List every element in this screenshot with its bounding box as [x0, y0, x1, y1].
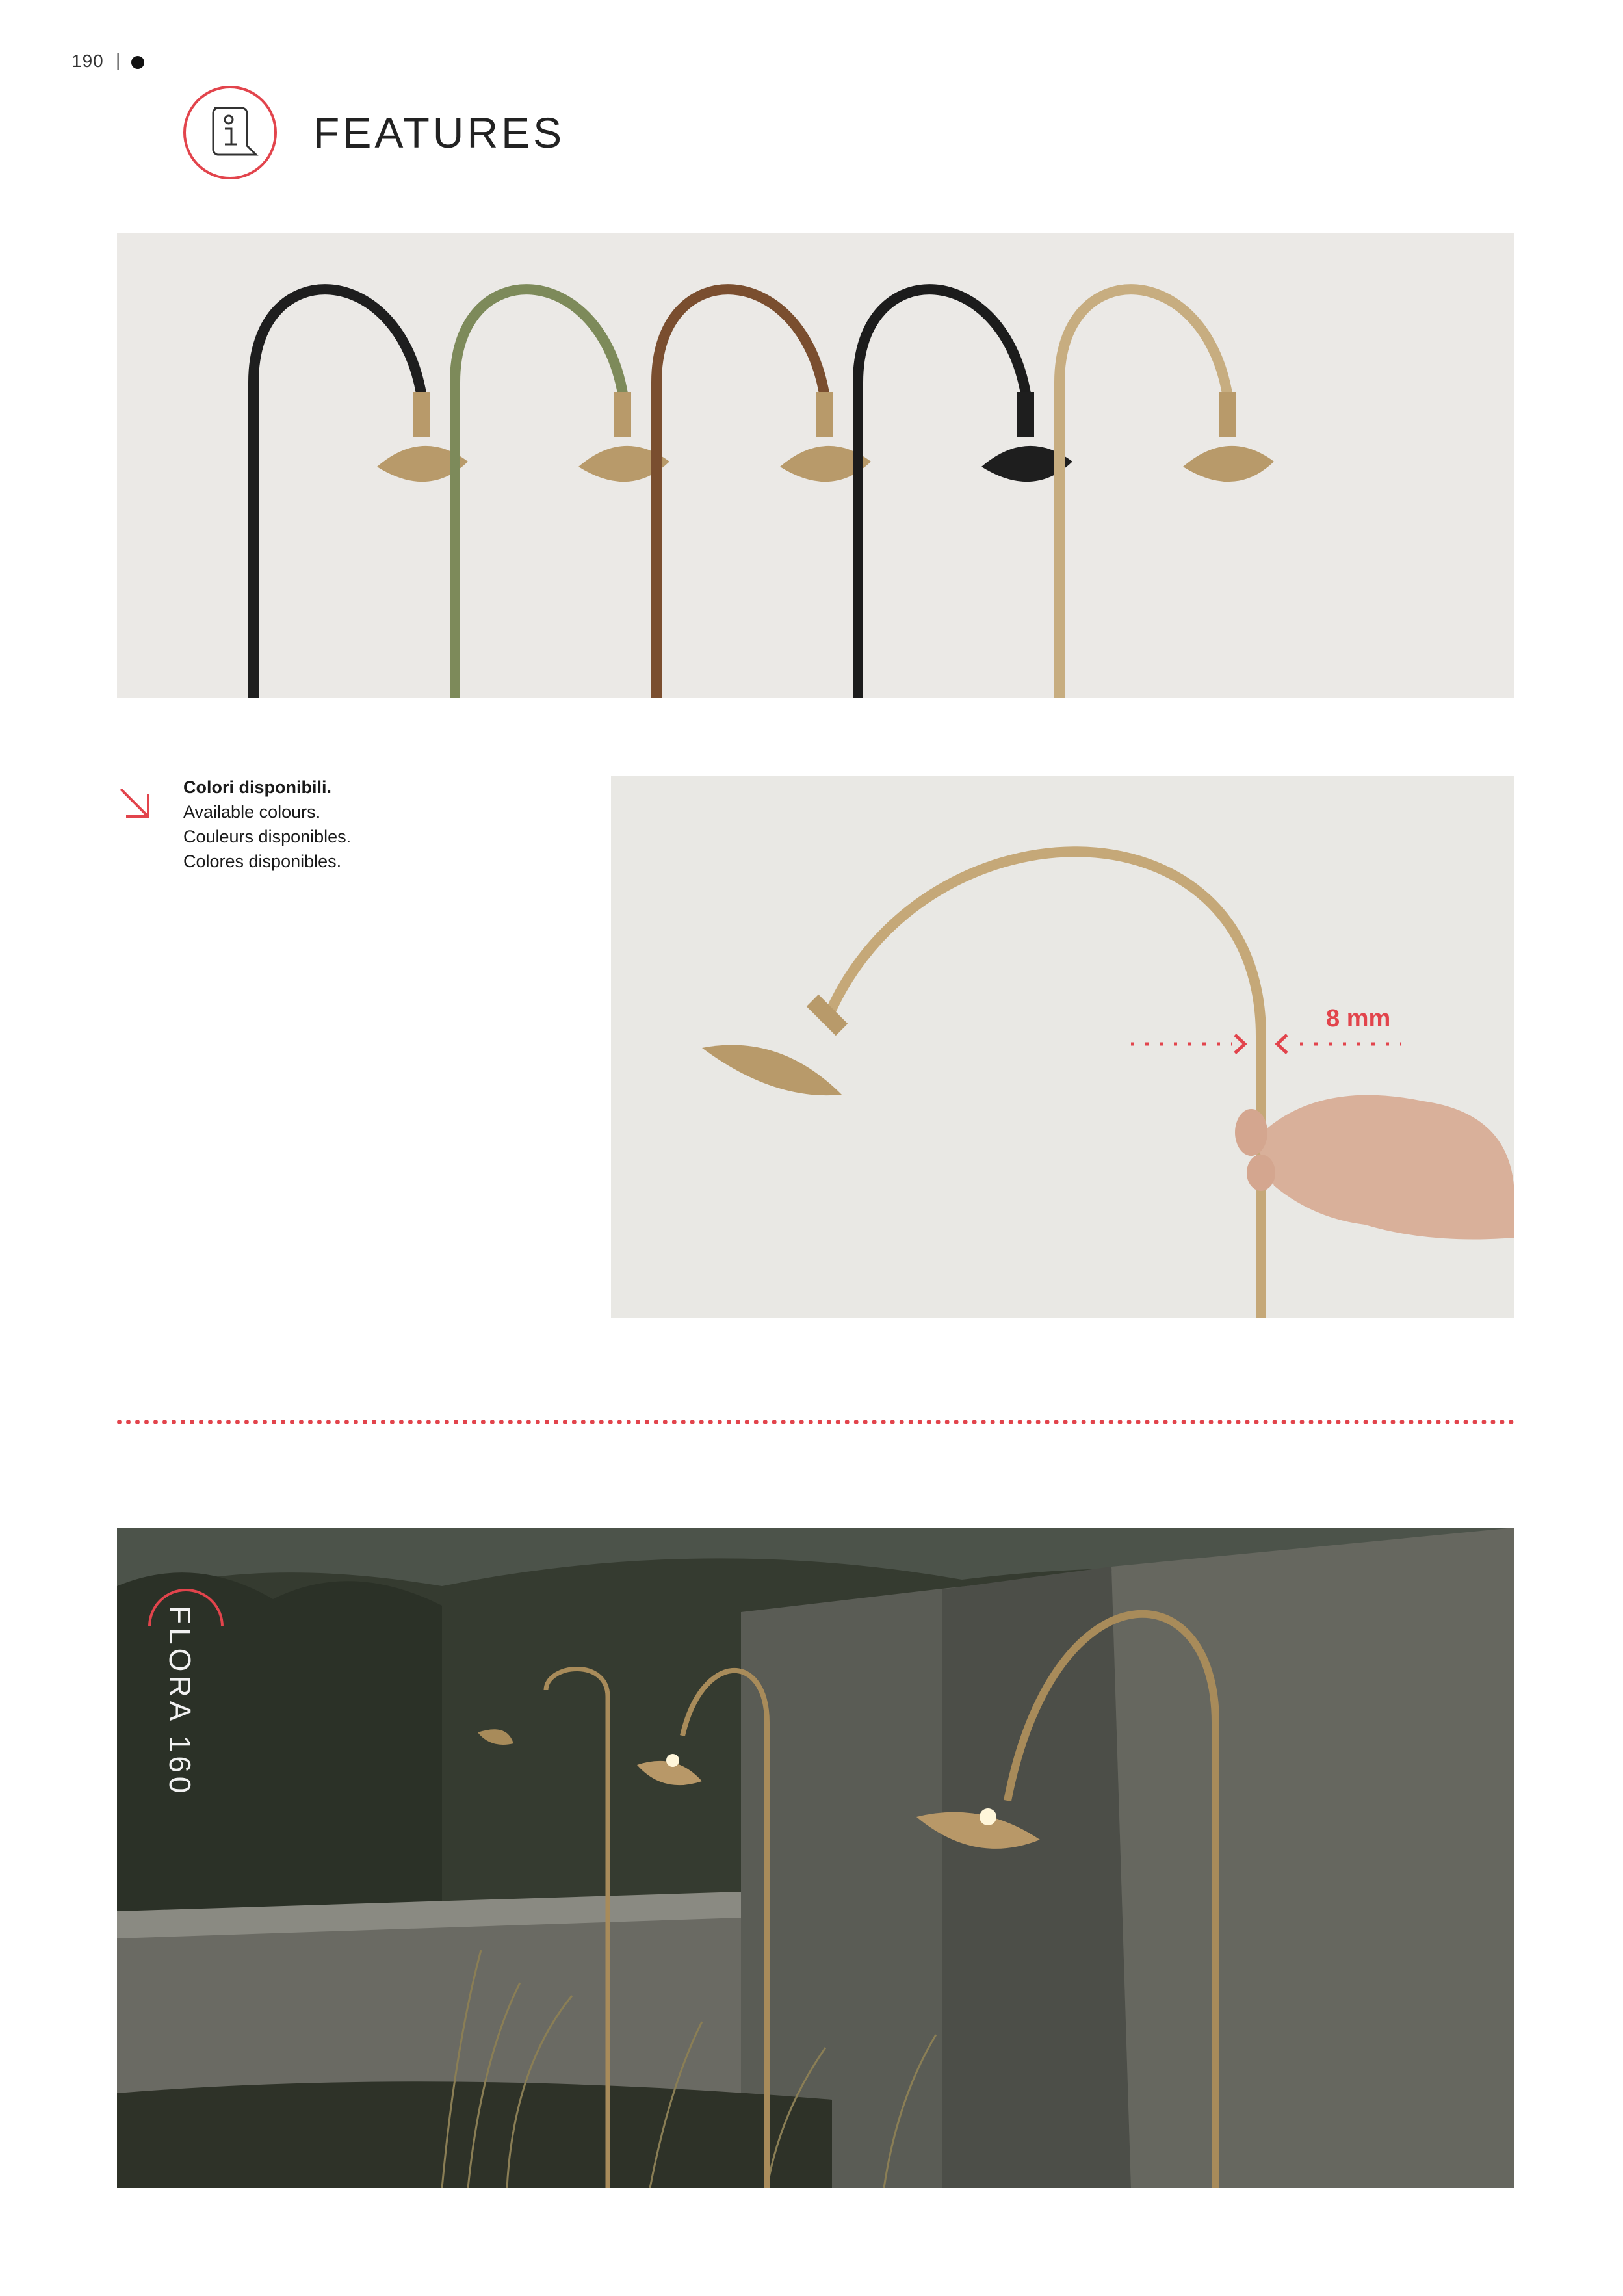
- page-marker-dot: [131, 56, 144, 69]
- lamp-black-dark-shade: [858, 289, 1072, 698]
- available-colours-caption: [183, 775, 351, 874]
- page-number-separator: |: [116, 49, 121, 70]
- available-colours-photo: [117, 233, 1514, 698]
- caption-italian: Colori disponibili.: [183, 777, 331, 797]
- hand-holding-stem: [1235, 1095, 1514, 1240]
- arrow-down-right-icon: [117, 780, 153, 827]
- stem-diameter-label: 8 mm: [1326, 1005, 1391, 1032]
- lamp-brown: [656, 289, 871, 698]
- dotted-divider: [117, 1420, 1514, 1424]
- garden-lamps-photo: [117, 1528, 1514, 2188]
- caption-spanish: Colores disponibles.: [183, 852, 342, 871]
- info-speech-bubble-icon: [181, 83, 279, 182]
- section-title: FEATURES: [313, 109, 565, 157]
- stem-diameter-photo: [611, 776, 1514, 1318]
- caption-french: Couleurs disponibles.: [183, 827, 352, 846]
- lamp-gold: [1059, 289, 1274, 698]
- caption-english: Available colours.: [183, 802, 321, 822]
- lamp-green: [455, 289, 669, 698]
- page-number: 190: [71, 51, 104, 71]
- lamp-black: [253, 289, 468, 698]
- product-name-vertical: FLORA 160: [163, 1606, 197, 1797]
